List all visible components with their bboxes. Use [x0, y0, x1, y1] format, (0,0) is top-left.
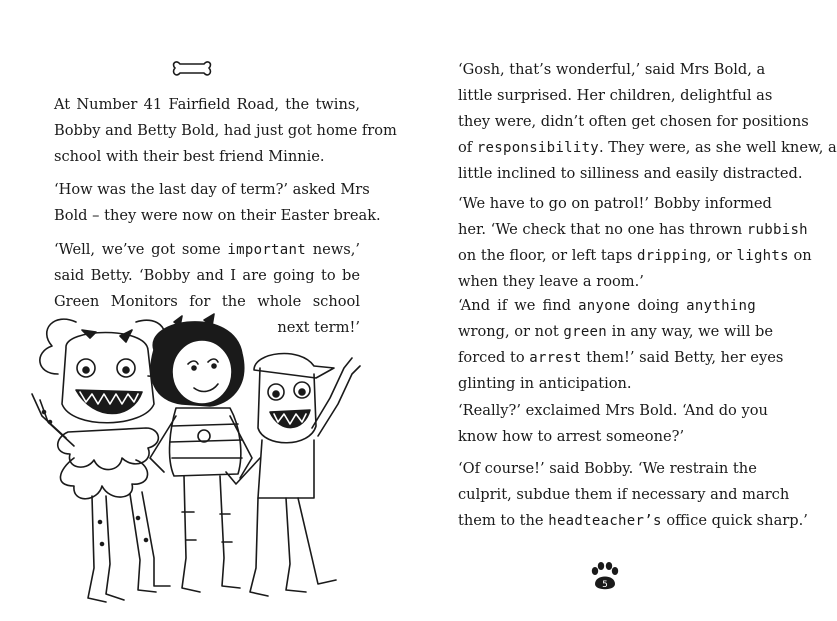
hand-lettered-word: headteacher’s — [548, 513, 662, 529]
text-line — [458, 319, 774, 345]
text-line — [458, 345, 784, 371]
text-line: culprit, subdue them if necessary and march — [458, 486, 790, 503]
text-run: forced to — [458, 349, 530, 366]
hand-lettered-word: lights — [736, 248, 789, 264]
text-line: glinting in anticipation. — [458, 375, 632, 392]
text-run: doing — [630, 297, 687, 314]
text-line: ‘Gosh, that’s wonderful,’ said Mrs Bold, a — [458, 61, 766, 78]
paragraph-question — [54, 177, 381, 229]
text-run: , or — [706, 247, 737, 264]
text-run: wrong, or not — [458, 323, 564, 340]
right-page — [405, 0, 837, 621]
text-run: her. ‘We check that no one has thrown — [458, 221, 747, 238]
text-run: ‘Well, we’ve got some — [54, 241, 228, 258]
text-line: know how to arrest someone?’ — [458, 428, 685, 445]
page-number: 5 — [602, 580, 608, 590]
text-line: Green Monitors for the whole school — [54, 293, 360, 310]
text-run: of — [458, 139, 477, 156]
paragraph-mrs-bold-reaction — [458, 57, 837, 187]
text-run: office quick sharp.’ — [661, 512, 808, 529]
text-line: school with their best friend Minnie. — [54, 148, 325, 165]
hand-lettered-word: important — [227, 242, 306, 258]
text-line: little surprised. Her children, delightful as — [458, 87, 773, 104]
text-line — [458, 508, 808, 534]
text-line: they were, didn’t often get chosen for positions — [458, 113, 809, 130]
text-run: in any way, we will be — [607, 323, 774, 340]
hand-lettered-word: responsibility — [476, 140, 600, 156]
hand-lettered-word: rubbish — [746, 222, 808, 238]
text-run: ‘And if we find — [458, 297, 579, 314]
text-run: on the floor, or left taps — [458, 247, 637, 264]
hand-lettered-word: anyone — [578, 298, 631, 314]
text-line — [458, 293, 756, 319]
text-run: news,’ — [305, 241, 360, 258]
text-line: ‘How was the last day of term?’ asked Mrs — [54, 181, 370, 198]
text-line: next term!’ — [277, 319, 360, 336]
paw-icon — [588, 560, 622, 594]
paragraph-patrol — [458, 191, 812, 295]
text-run: them to the — [458, 512, 549, 529]
text-line: said Betty. ‘Bobby and I are going to be — [54, 267, 360, 284]
text-line: ‘We have to go on patrol!’ Bobby informed — [458, 195, 772, 212]
paragraph-arrest — [458, 293, 784, 397]
text-run: them!’ said Betty, her eyes — [581, 349, 784, 366]
text-line — [458, 243, 812, 269]
text-line — [54, 237, 360, 263]
children-illustration — [14, 308, 374, 618]
hand-lettered-word: green — [563, 324, 608, 340]
text-line: when they leave a room.’ — [458, 273, 644, 290]
bone-icon — [172, 58, 212, 80]
text-line: ‘Of course!’ said Bobby. ‘We restrain the — [458, 460, 757, 477]
paragraph-of-course — [458, 456, 808, 534]
paragraph-arrival — [54, 92, 397, 170]
text-line: little inclined to silliness and easily distracted. — [458, 165, 803, 182]
left-page — [0, 0, 405, 621]
text-run: . They were, as she well knew, a — [599, 139, 837, 156]
text-line: Bold – they were now on their Easter break. — [54, 207, 381, 224]
text-line — [458, 217, 808, 243]
text-line: At Number 41 Fairfield Road, the twins, — [54, 96, 360, 113]
hand-lettered-word: dripping — [636, 248, 707, 264]
hand-lettered-word: anything — [686, 298, 756, 314]
text-line — [458, 135, 837, 161]
paragraph-really — [458, 398, 768, 450]
text-run: on — [788, 247, 812, 264]
text-line: ‘Really?’ exclaimed Mrs Bold. ‘And do you — [458, 402, 768, 419]
text-line: Bobby and Betty Bold, had just got home from — [54, 122, 397, 139]
hand-lettered-word: arrest — [529, 350, 582, 366]
